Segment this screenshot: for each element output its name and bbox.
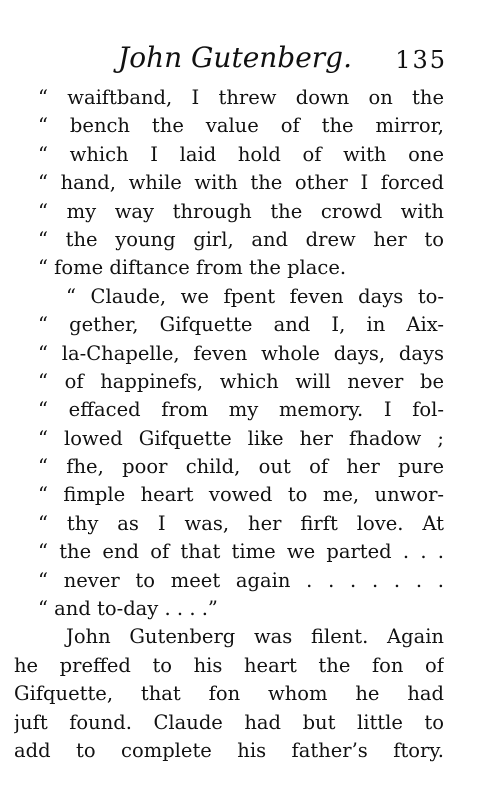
text-line: John Gutenberg was filent. Again <box>66 625 444 649</box>
text-line: add to complete his father’s ftory. <box>14 738 444 762</box>
text-line: “ effaced from my memory. I fol- <box>38 398 444 422</box>
text-line: “ never to meet again . . . . . . . <box>38 568 444 592</box>
text-line: “ the young girl, and drew her to <box>38 227 444 251</box>
text-line: he preffed to his heart the fon of <box>14 653 444 677</box>
page-header <box>0 40 487 80</box>
text-line: “ fimple heart vowed to me, unwor- <box>38 483 444 507</box>
text-line: “ fome diftance from the place. <box>38 256 347 280</box>
body-text <box>14 84 444 765</box>
text-line: “ gether, Gifquette and I, in Aix- <box>38 313 444 337</box>
running-title: John Gutenberg. <box>118 41 353 74</box>
text-line: “ which I laid hold of with one <box>38 142 444 166</box>
text-line: “ bench the value of the mirror, <box>38 114 444 138</box>
text-line: “ la-Chapelle, feven whole days, days <box>38 341 444 365</box>
text-line: “ of happinefs, which will never be <box>38 369 444 393</box>
text-line: “ and to-day . . . .” <box>38 597 218 621</box>
text-line: “ the end of that time we parted . . . <box>38 540 444 564</box>
text-line: “ hand, while with the other I forced <box>38 171 444 195</box>
text-line: juft found. Claude had but little to <box>14 710 444 734</box>
text-line: “ waiftband, I threw down on the <box>38 86 444 109</box>
text-line: “ Claude, we fpent feven days to- <box>66 284 444 308</box>
text-line: “ thy as I was, her firft love. At <box>38 511 444 535</box>
page-number: 135 <box>395 46 447 74</box>
text-line: “ fhe, poor child, out of her pure <box>38 455 444 479</box>
text-line: Gifquette, that fon whom he had <box>14 682 444 706</box>
text-line: “ lowed Gifquette like her fhadow ; <box>38 426 444 450</box>
text-line: “ my way through the crowd with <box>38 199 444 223</box>
